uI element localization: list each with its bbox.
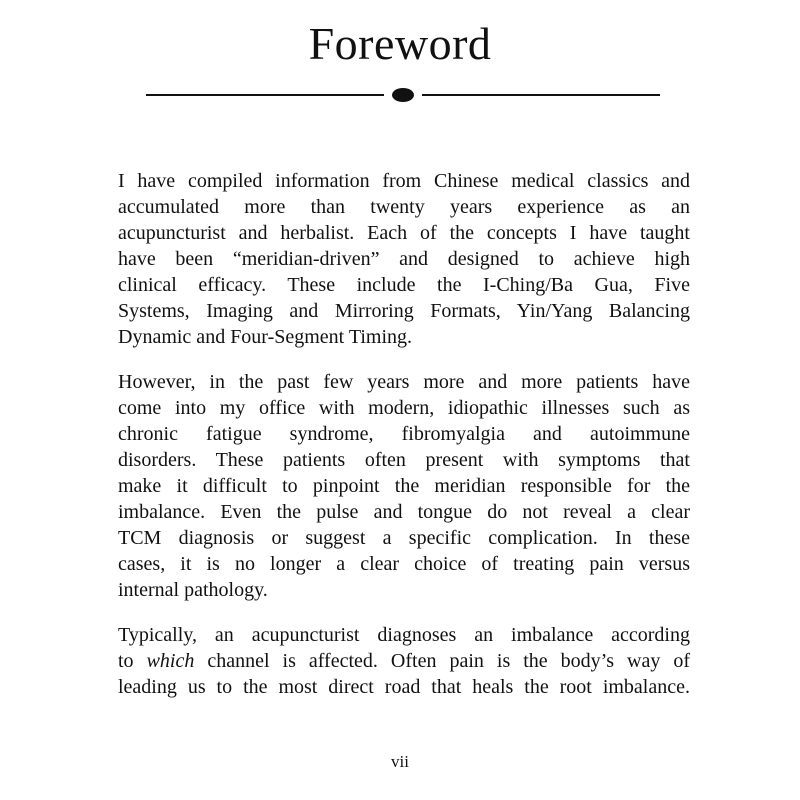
text-line: chronic fatigue syndrome, fibromyalgia and autoimmune (118, 423, 690, 445)
page-title: Foreword (308, 18, 492, 69)
text-line: come into my office with modern, idiopathic illnesses such as (118, 397, 690, 419)
title-ornament-divider (146, 86, 660, 106)
text-line: make it difficult to pinpoint the meridian responsible for the (118, 475, 690, 497)
text-line: TCM diagnosis or suggest a specific complication. In these (118, 527, 690, 549)
text-line: I have compiled information from Chinese medical classics and (118, 170, 690, 192)
paragraph-1 (118, 168, 690, 350)
text-line: acupuncturist and herbalist. Each of the concepts I have taught (118, 222, 690, 244)
ornament-rule-right (422, 94, 660, 96)
text-line: have been “meridian-driven” and designed to achieve high (118, 248, 690, 270)
text-line: cases, it is no longer a clear choice of treating pain versus (118, 553, 690, 575)
text-line: imbalance. Even the pulse and tongue do not reveal a clear (118, 501, 690, 523)
paragraph-2 (118, 369, 690, 603)
text-line: However, in the past few years more and more patients have (118, 371, 690, 393)
text-line: Typically, an acupuncturist diagnoses an imbalance according (118, 624, 690, 646)
foreword-body (118, 168, 690, 719)
text-line: leading us to the most direct road that heals the root imbalance. (118, 676, 690, 698)
page-number: vii (391, 752, 409, 771)
text-line: internal pathology. (118, 579, 268, 601)
text-fragment: to (118, 650, 147, 672)
text-line: disorders. These patients often present with symptoms that (118, 449, 690, 471)
ornament-dot-icon (392, 88, 414, 102)
text-fragment: channel is affected. Often pain is the body’s way of (194, 650, 690, 672)
ornament-rule-left (146, 94, 384, 96)
text-line: Systems, Imaging and Mirroring Formats, Yin/Yang Balancing (118, 300, 690, 322)
text-line: Dynamic and Four-Segment Timing. (118, 326, 413, 348)
paragraph-3 (118, 622, 690, 700)
text-line: clinical efficacy. These include the I-Ching/Ba Gua, Five (118, 274, 690, 296)
text-line-with-emphasis (118, 648, 690, 674)
text-line: accumulated more than twenty years experience as an (118, 196, 690, 218)
emphasis-word: which (146, 650, 195, 672)
